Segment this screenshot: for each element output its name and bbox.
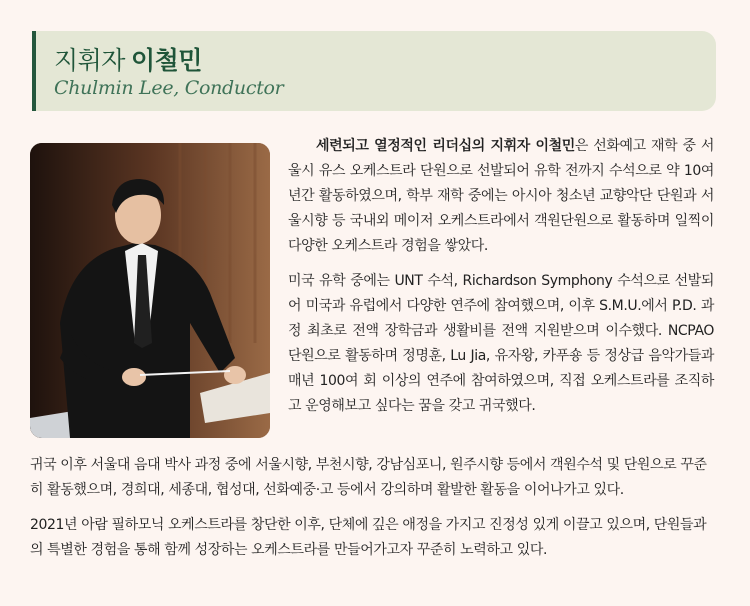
conductor-photo — [30, 143, 270, 438]
bio-paragraph-1 — [288, 134, 714, 259]
title-name: 이철민 — [130, 46, 202, 75]
page-subtitle: Chulmin Lee, Conductor — [54, 77, 284, 99]
bio-paragraph-4: 2021년 아람 필하모닉 오케스트라를 창단한 이후, 단체에 깊은 애정을 가지고 진정성 있게 이끌고 있으며, 단원들과의 특별한 경험을 통해 함께 성장하는 오케스트라를 만들어가고자 꾸준히 노력하고 있다. — [30, 517, 707, 558]
bio-paragraph-1-text: 은 선화예고 재학 중 서울시 유스 오케스트라 단원으로 선발되어 유학 전까지 수석으로 약 10여 년간 활동하였으며, 학부 재학 중에는 아시아 청소년 교향악단 단원과 서울시향 등 국내외 메이저 오케스트라에서 객원단원으로 활동하며 일찍이 다양한 오케스트라 경험을 쌓았다. — [288, 138, 714, 254]
title-role: 지휘자 — [54, 46, 125, 75]
conductor-illustration — [30, 143, 270, 438]
bio-lead: 세련되고 열정적인 리더십의 지휘자 이철민 — [316, 138, 575, 154]
bio-paragraph-3: 귀국 이후 서울대 음대 박사 과정 중에 서울시향, 부천시향, 강남심포니, 원주시향 등에서 객원수석 및 단원으로 꾸준히 활동했으며, 경희대, 세종대, 협성대, 선화예중·고 등에서 강의하며 활발한 활동을 이어나가고 있다. — [30, 457, 707, 498]
page-title — [54, 41, 202, 77]
title-banner — [32, 31, 716, 111]
accent-bar — [32, 31, 36, 111]
bio-paragraph-2: 미국 유학 중에는 UNT 수석, Richardson Symphony 수석으로 선발되어 미국과 유럽에서 다양한 연주에 참여했으며, 이후 S.M.U.에서 P.D. 과정 최초로 전액 장학금과 생활비를 전액 지원받으며 이수했다. NCPAO 단원으로 활동하며 정명훈, Lu Jia, 유자왕, 카푸숑 등 정상급 음악가들과 매년 100여 회 이상의 연주에 참여하였으며, 직접 오케스트라를 조직하고 운영해보고 싶다는 꿈을 갖고 귀국했다. — [288, 273, 714, 414]
